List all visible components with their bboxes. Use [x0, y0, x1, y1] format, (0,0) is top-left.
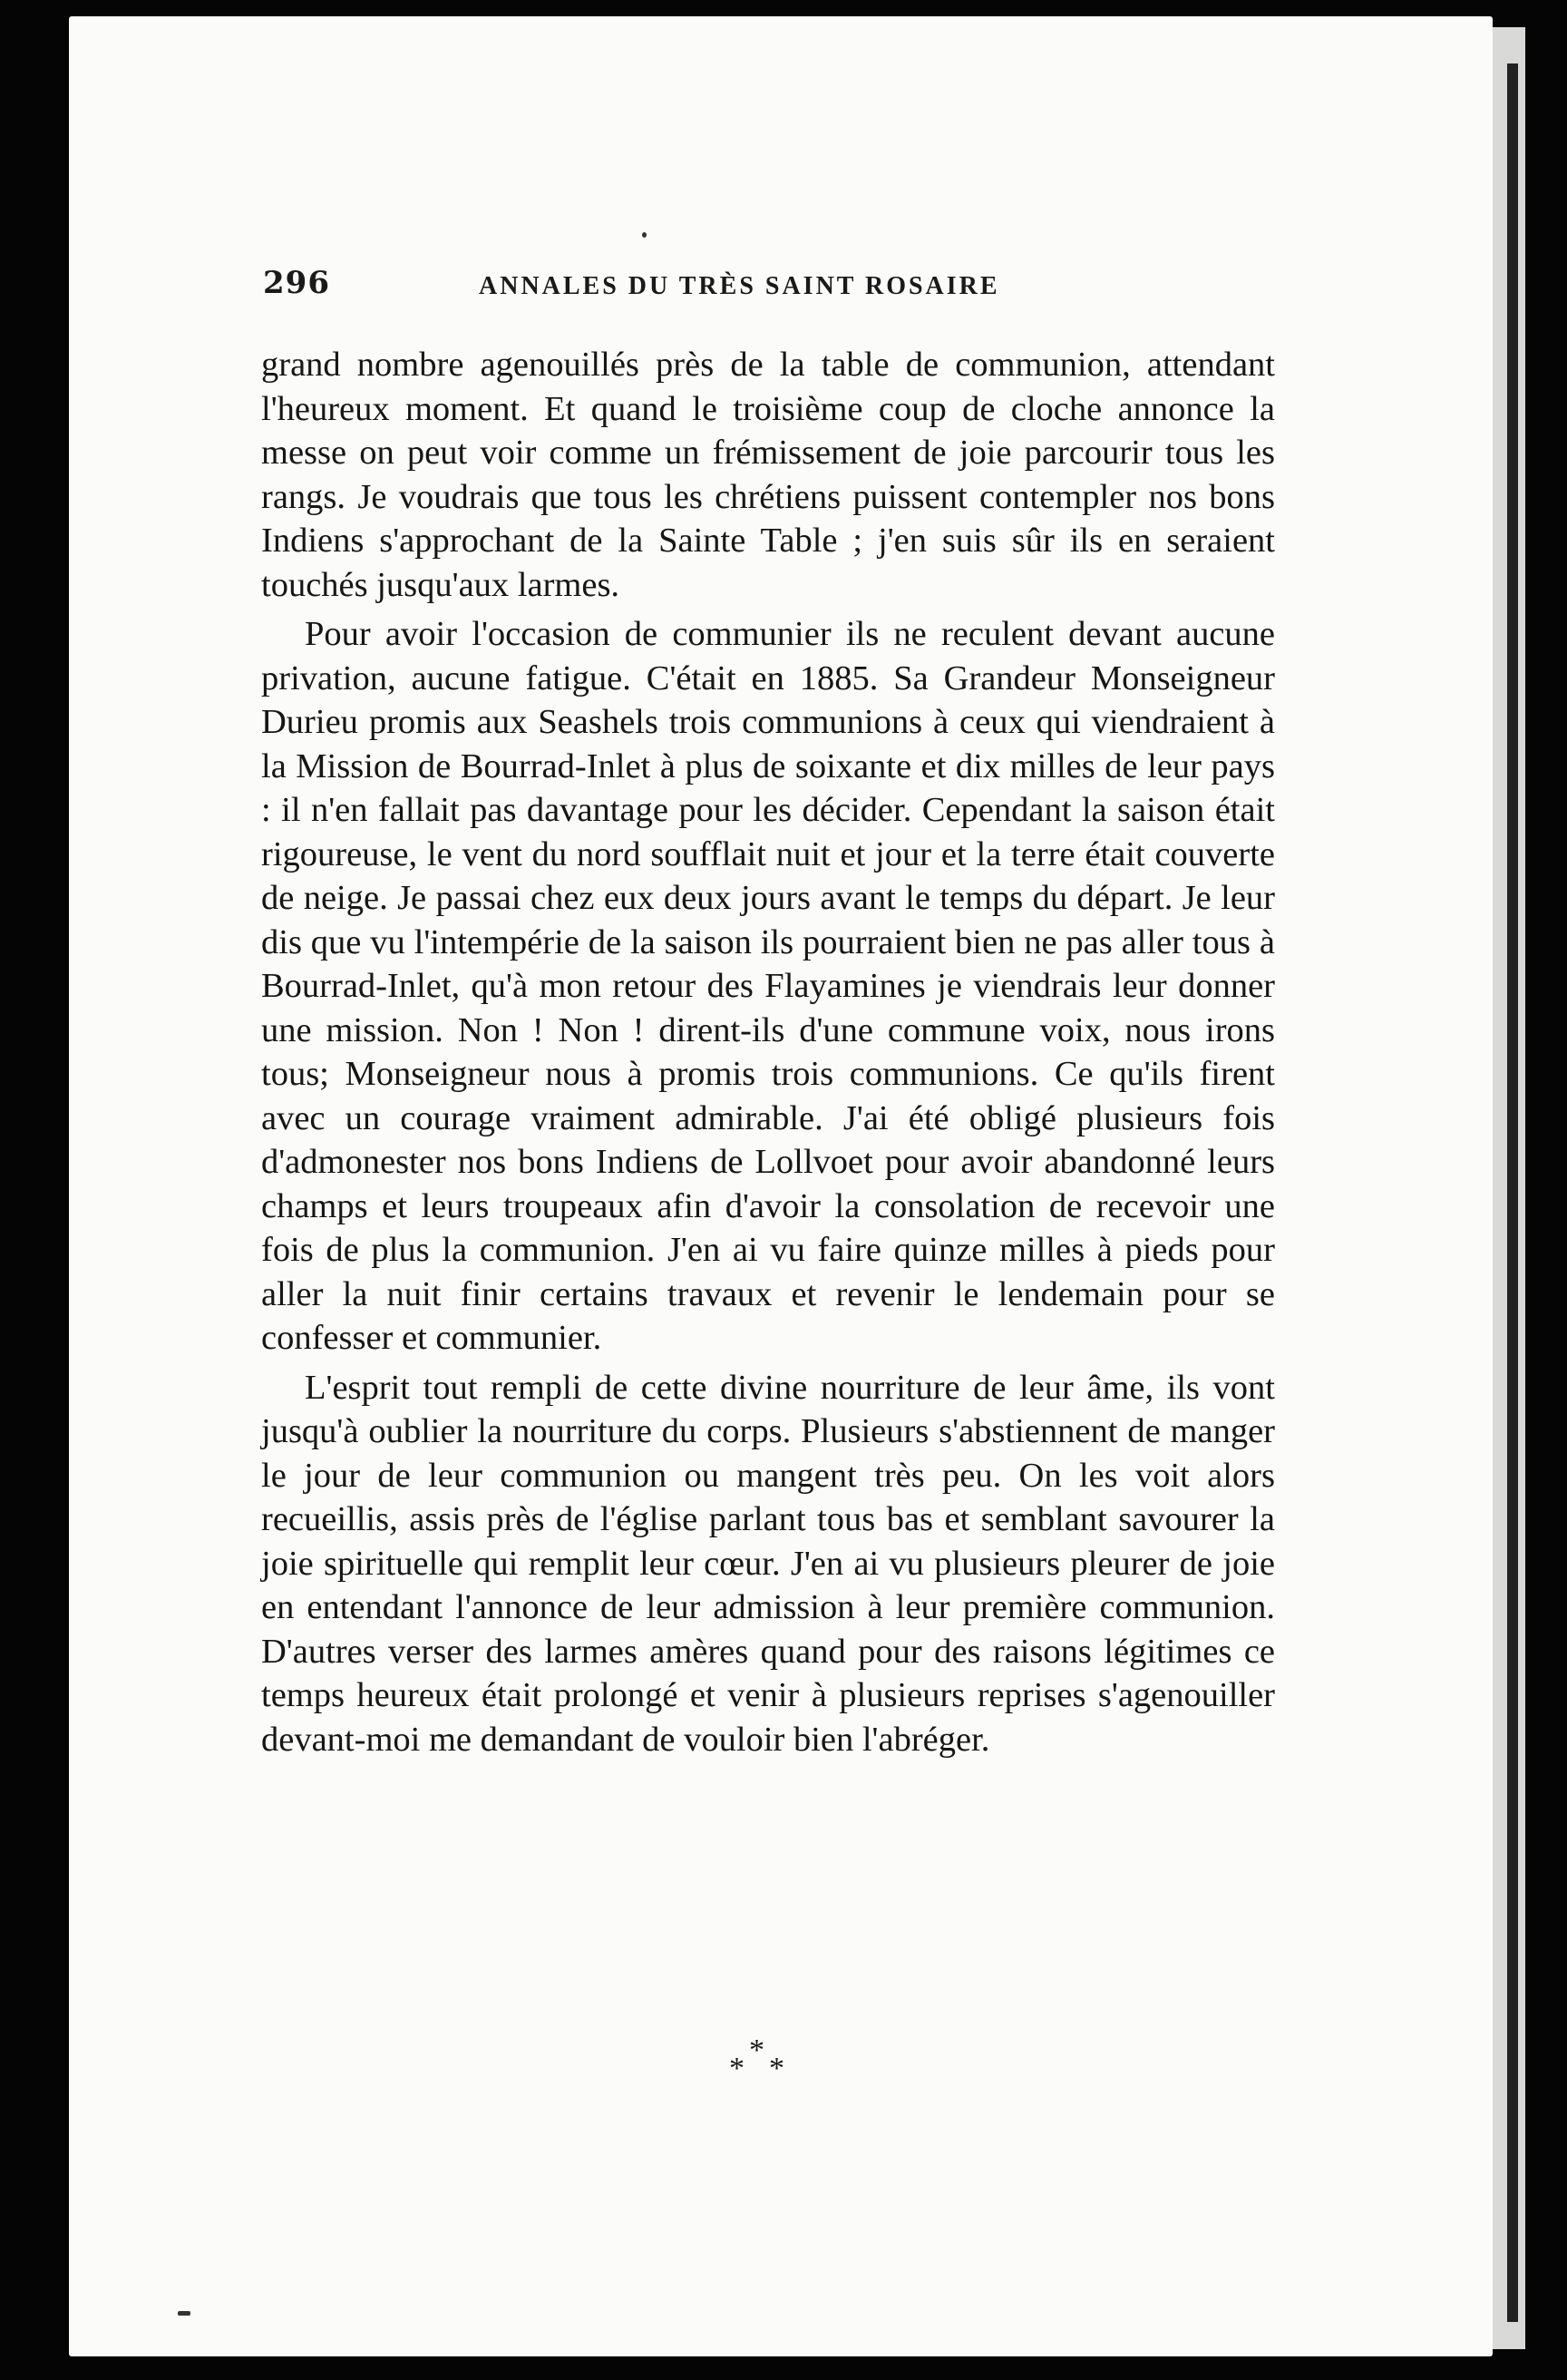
- running-head: [190, 265, 1315, 316]
- asterisk: *: [749, 2034, 764, 2067]
- running-title: ANNALES DU TRÈS SAINT ROSAIRE: [479, 272, 1000, 300]
- section-break-asterism: [729, 2034, 820, 2088]
- scan-speck: [178, 2311, 190, 2316]
- paragraph: Pour avoir l'occasion de communier ils ne reculent devant aucune privation, aucune fatigue. C'était en 1885. Sa Grandeur Monseigneur Durieu promis aux Seashels trois communions à ceux qui viendraient à la Mission de Bourrad-Inlet à plus de soixante et dix milles de leur pays : il n'en fallait pas davantage pour les décider. Cependant la saison était rigoureuse, le vent du nord soufflait nuit et jour et la terre était couverte de neige. Je passai chez eux deux jours avant le temps du départ. Je leur dis que vu l'intempérie de la saison ils pourraient bien ne pas aller tous à Bourrad-Inlet, qu'à mon retour des Flayamines je viendrais leur donner une mission. Non ! Non ! dirent-ils d'une commune voix, nous irons tous; Monseigneur nous à promis trois communions. Ce qu'ils firent avec un courage vraiment admirable. J'ai été obligé plusieurs fois d'admonester nos bons Indiens de Lollvoet pour avoir abandonné leurs champs et leurs troupeaux afin d'avoir la consolation de recevoir une fois de plus la communion. J'en ai vu faire quinze milles à pieds pour aller la nuit finir certains travaux et revenir le lendemain pour se confesser et communier.: [261, 615, 1275, 1357]
- paragraph: L'esprit tout rempli de cette divine nourriture de leur âme, ils vont jusqu'à oublier la nourriture du corps. Plusieurs s'abstiennent de manger le jour de leur communion ou mangent très peu. On les voit alors recueillis, assis près de l'église parlant tous bas et semblant savourer la joie spirituelle qui remplit leur cœur. J'en ai vu plusieurs pleurer de joie en entendant l'annonce de leur admission à leur première communion. D'autres verser des larmes amères quand pour des raisons légitimes ce temps heureux était prolongé et venir à plusieurs reprises s'agenouiller devant-moi me demandant de vouloir bien l'abréger.: [261, 1368, 1275, 1759]
- asterisk: *: [729, 2052, 745, 2085]
- body-text: [261, 343, 1275, 1761]
- asterisk: *: [769, 2052, 784, 2085]
- page-number: 296: [263, 265, 330, 301]
- paragraph: grand nombre agenouillés près de la table de communion, attendant l'heureux moment. Et quand le troisième coup de cloche annonce la messe on peut voir comme un frémissement de joie parcourir tous les rangs. Je voudrais que tous les chrétiens puissent contempler nos bons Indiens s'approchant de la Sainte Table ; j'en suis sûr ils en seraient touchés jusqu'aux larmes.: [261, 346, 1275, 604]
- scan-speck: [642, 232, 647, 238]
- binding-shadow: [1507, 63, 1518, 2322]
